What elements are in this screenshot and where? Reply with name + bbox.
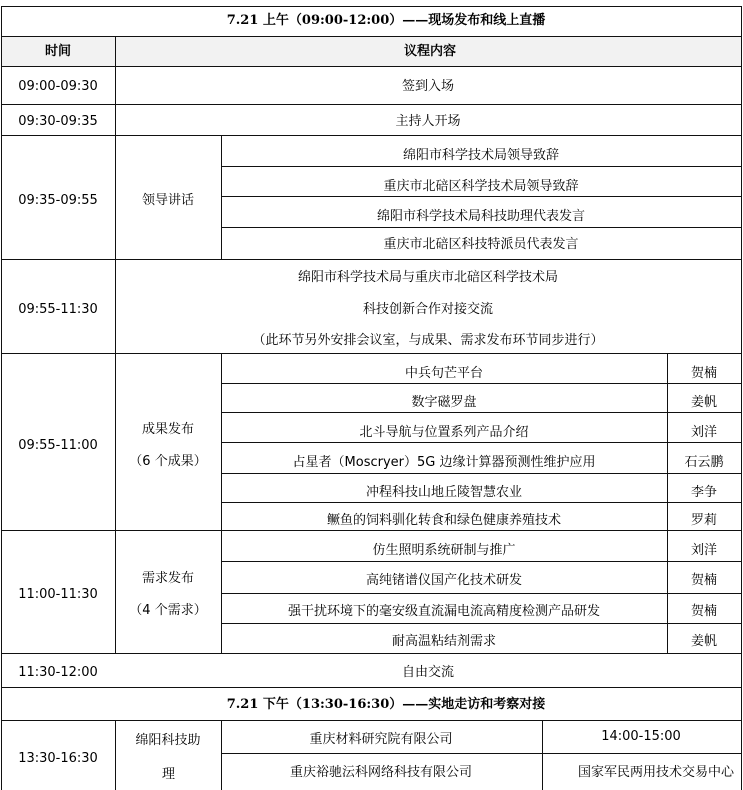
- category-label: 领导讲话: [141, 193, 195, 208]
- demand-person: 刘洋: [690, 543, 718, 558]
- column-divider: [115, 720, 116, 790]
- row-divider: [1, 66, 742, 67]
- category-label-cont: 理: [162, 767, 176, 782]
- row-divider: [1, 104, 742, 105]
- row-divider: [1, 653, 742, 654]
- category-count: （4 个需求）: [129, 603, 207, 618]
- result-title: 中兵句芒平台: [404, 366, 484, 381]
- agenda-item: 绵阳市科学技术局领导致辞: [402, 148, 560, 163]
- category-label: 绵阳科技助: [135, 733, 201, 748]
- row-divider: [1, 720, 742, 721]
- agenda-item: 签到入场: [401, 79, 455, 94]
- agenda-item: 自由交流: [401, 665, 455, 680]
- row-divider: [1, 36, 742, 37]
- time-cell: 09:00-09:30: [18, 79, 98, 94]
- time-cell: 13:30-16:30: [18, 751, 98, 766]
- category-label: 成果发布: [141, 422, 195, 437]
- row-divider: [1, 259, 742, 260]
- result-title: 鳜鱼的饲料驯化转食和绿色健康养殖技术: [326, 513, 562, 528]
- row-divider: [221, 561, 742, 562]
- column-divider: [221, 135, 222, 259]
- table-border-top: [1, 6, 742, 7]
- visit-location: 国家军民两用技术交易中心: [577, 765, 735, 780]
- table-border-right: [741, 6, 742, 790]
- exchange-note: （此环节另外安排会议室，与成果、需求发布环节同步进行）: [252, 333, 604, 348]
- time-cell: 09:35-09:55: [18, 193, 98, 208]
- time-cell: 09:30-09:35: [18, 114, 98, 129]
- row-divider: [221, 473, 742, 474]
- result-person: 姜帆: [690, 395, 718, 410]
- row-divider: [1, 530, 742, 531]
- demand-person: 贺楠: [690, 604, 718, 619]
- result-title: 北斗导航与位置系列产品介绍: [359, 425, 529, 440]
- result-person: 李争: [690, 485, 718, 500]
- row-divider: [1, 687, 742, 688]
- row-divider: [1, 135, 742, 136]
- result-title: 占星者（Moscryer）5G 边缘计算器预测性维护应用: [292, 455, 596, 470]
- column-divider: [667, 353, 668, 653]
- demand-title: 强干扰环境下的毫安级直流漏电流高精度检测产品研发: [287, 604, 601, 619]
- result-title: 数字磁罗盘: [411, 395, 477, 410]
- exchange-line-1: 绵阳市科学技术局与重庆市北碚区科学技术局: [297, 270, 559, 285]
- agenda-item: 重庆市北碚区科技特派员代表发言: [383, 237, 579, 252]
- visit-organization: 重庆裕驰沄科网络科技有限公司: [289, 765, 473, 780]
- header-time: 时间: [44, 44, 72, 59]
- row-divider: [221, 502, 742, 503]
- time-cell: 11:00-11:30: [18, 587, 98, 602]
- section-title-afternoon: 7.21 下午（13:30-16:30）——实地走访和考察对接: [226, 697, 546, 712]
- column-divider: [115, 36, 116, 653]
- category-count: （6 个成果）: [129, 454, 207, 469]
- demand-person: 姜帆: [690, 634, 718, 649]
- visit-time: 14:00-15:00: [601, 729, 681, 744]
- result-person: 罗莉: [690, 513, 718, 528]
- section-title-morning: 7.21 上午（09:00-12:00）——现场发布和线上直播: [226, 13, 546, 28]
- header-agenda: 议程内容: [403, 44, 457, 59]
- demand-person: 贺楠: [690, 573, 718, 588]
- agenda-item: 主持人开场: [395, 114, 461, 129]
- agenda-item: 绵阳市科学技术局科技助理代表发言: [376, 209, 586, 224]
- row-divider: [221, 753, 742, 754]
- category-label: 需求发布: [141, 571, 195, 586]
- table-header-background: [1, 37, 741, 66]
- time-cell: 09:55-11:30: [18, 302, 98, 317]
- demand-title: 高纯锗谱仪国产化技术研发: [365, 573, 523, 588]
- row-divider: [221, 166, 742, 167]
- table-border-left: [1, 6, 2, 790]
- agenda-item: 重庆市北碚区科学技术局领导致辞: [383, 179, 579, 194]
- row-divider: [221, 593, 742, 594]
- row-divider: [1, 353, 742, 354]
- row-divider: [221, 196, 742, 197]
- row-divider: [221, 383, 742, 384]
- result-title: 冲程科技山地丘陵智慧农业: [365, 485, 523, 500]
- time-cell: 09:55-11:00: [18, 438, 98, 453]
- visit-organization: 重庆材料研究院有限公司: [309, 732, 453, 747]
- result-person: 刘洋: [690, 425, 718, 440]
- row-divider: [221, 442, 742, 443]
- time-cell: 11:30-12:00: [18, 665, 98, 680]
- row-divider: [221, 412, 742, 413]
- result-person: 石云鹏: [684, 455, 724, 470]
- column-divider: [542, 720, 543, 790]
- result-person: 贺楠: [690, 366, 718, 381]
- row-divider: [221, 227, 742, 228]
- column-divider: [221, 720, 222, 790]
- demand-title: 耐高温粘结剂需求: [391, 634, 497, 649]
- demand-title: 仿生照明系统研制与推广: [372, 543, 516, 558]
- exchange-line-2: 科技创新合作对接交流: [362, 302, 494, 317]
- column-divider: [221, 353, 222, 653]
- row-divider: [221, 623, 742, 624]
